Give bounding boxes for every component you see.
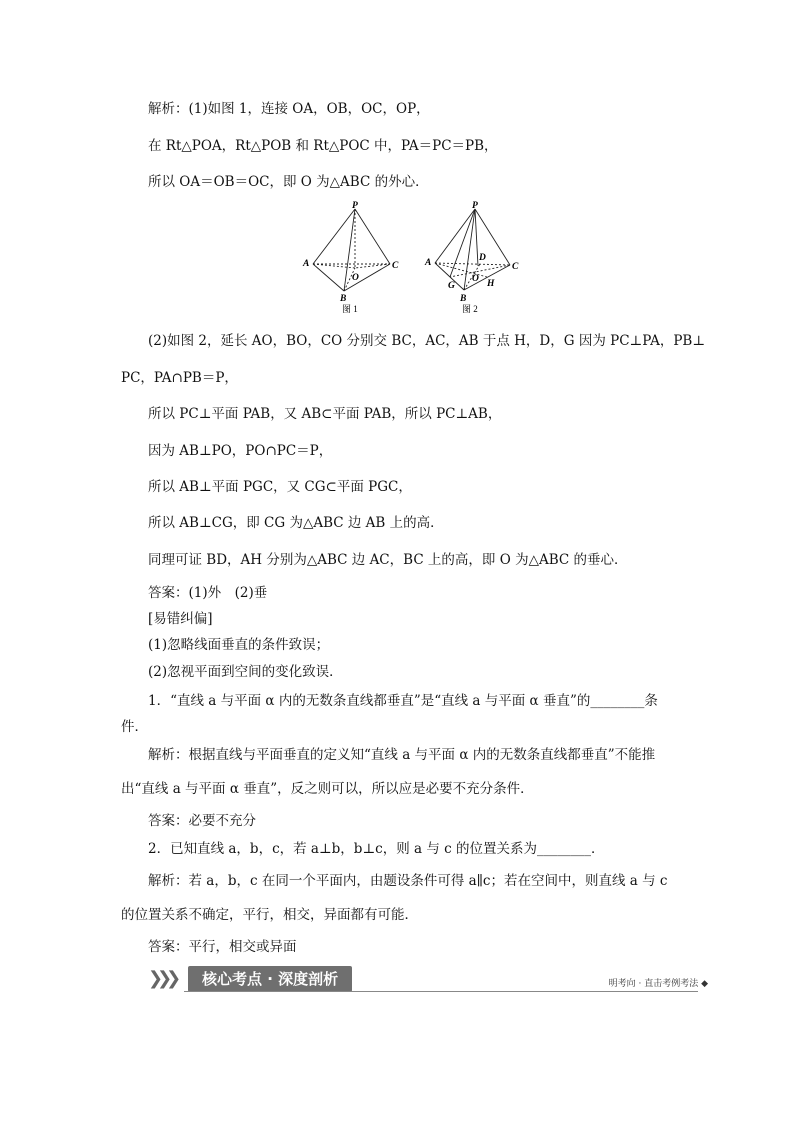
fig1-label-a: A bbox=[303, 259, 310, 269]
text-line: 解析：(1)如图 1，连接 OA，OB，OC，OP， bbox=[148, 101, 430, 117]
fig2-label-a: A bbox=[425, 258, 432, 268]
fig1-label-b: B bbox=[340, 294, 347, 304]
chevron-right-icon: ❯❯❯ bbox=[148, 968, 176, 989]
figure-1 bbox=[300, 200, 410, 318]
fig1-label-o: O bbox=[352, 273, 359, 283]
text-line: 1．“直线 a 与平面 α 内的无数条直线都垂直”是“直线 a 与平面 α 垂直”的________条 bbox=[148, 693, 658, 709]
text-line: [易错纠偏] bbox=[148, 611, 213, 627]
fig2-label-b: B bbox=[460, 294, 467, 304]
banner-rule bbox=[184, 991, 698, 992]
section-banner bbox=[148, 966, 708, 996]
text-line: 所以 AB⊥CG，即 CG 为△ABC 边 AB 上的高． bbox=[148, 515, 444, 531]
text-line: 件． bbox=[121, 719, 148, 735]
text-line: 所以 AB⊥平面 PGC，又 CG⊂平面 PGC， bbox=[148, 479, 412, 495]
text-line: 出“直线 a 与平面 α 垂直”，反之则可以，所以应是必要不充分条件． bbox=[121, 781, 534, 797]
text-line: 答案：(1)外 (2)垂 bbox=[148, 585, 268, 601]
text-line: 2．已知直线 a，b，c，若 a⊥b，b⊥c，则 a 与 c 的位置关系为________． bbox=[148, 841, 605, 857]
text-line: 的位置关系不确定，平行，相交，异面都有可能． bbox=[121, 907, 418, 923]
banner-title: 核心考点 · 深度剖析 bbox=[188, 966, 352, 992]
text-line: 解析：若 a，b，c 在同一个平面内，由题设条件可得 a∥c；若在空间中，则直线 a 与 c bbox=[148, 873, 668, 889]
text-line: 解析：根据直线与平面垂直的定义知“直线 a 与平面 α 内的无数条直线都垂直”不能推 bbox=[148, 747, 656, 763]
fig2-label-o: O bbox=[472, 274, 479, 284]
text-line: (1)忽略线面垂直的条件致误； bbox=[148, 637, 330, 653]
text-line: 答案：平行，相交或异面 bbox=[148, 939, 297, 955]
fig2-caption: 图 2 bbox=[462, 304, 478, 314]
fig1-label-c: C bbox=[392, 261, 399, 271]
text-line: 同理可证 BD，AH 分别为△ABC 边 AC，BC 上的高，即 O 为△ABC 的垂心． bbox=[148, 552, 628, 568]
figure-2 bbox=[420, 200, 530, 318]
diamond-icon: ◆ bbox=[701, 979, 708, 989]
text-line: 在 Rt△POA，Rt△POB 和 Rt△POC 中，PA＝PC＝PB， bbox=[148, 138, 498, 154]
fig2-label-h: H bbox=[487, 279, 495, 289]
text-line: (2)忽视平面到空间的变化致误． bbox=[148, 664, 343, 680]
text-line: (2)如图 2，延长 AO，BO，CO 分别交 BC，AC，AB 于点 H，D，G 因为 PC⊥PA，PB⊥ bbox=[148, 333, 706, 349]
text-line: 答案：必要不充分 bbox=[148, 813, 256, 829]
fig2-label-c: C bbox=[512, 262, 519, 272]
text-line: 所以 OA＝OB＝OC，即 O 为△ABC 的外心． bbox=[148, 174, 429, 190]
fig2-label-p: P bbox=[472, 201, 478, 211]
text-line: PC，PA∩PB＝P， bbox=[121, 370, 238, 386]
text-line: 所以 PC⊥平面 PAB，又 AB⊂平面 PAB，所以 PC⊥AB， bbox=[148, 406, 502, 422]
fig1-label-p: P bbox=[352, 201, 358, 211]
fig1-caption: 图 1 bbox=[342, 304, 358, 314]
fig2-label-g: G bbox=[448, 281, 455, 291]
banner-subtitle: 明考向 · 直击考例考法 ◆ bbox=[608, 979, 708, 989]
text-line: 因为 AB⊥PO，PO∩PC＝P， bbox=[148, 443, 333, 459]
fig2-label-d: D bbox=[479, 253, 486, 263]
